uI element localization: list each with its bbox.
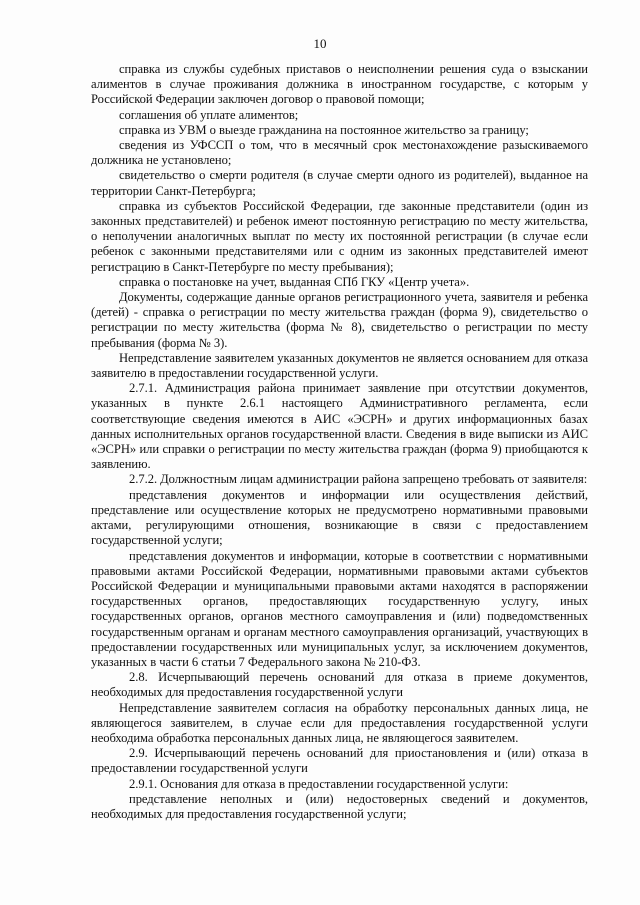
paragraph-prohibition-1: представления документов и информации или осуществления действий, представление или осуществление которых не предусмотрено нормативными правовыми актами, регулирующими отношения, возникающие в связи с предоставлением государственной услуги;: [91, 487, 588, 548]
paragraph-uvm-certificate: справка из УВМ о выезде гражданина на постоянное жительство за границу;: [119, 122, 529, 137]
paragraph-2-8: 2.8. Исчерпывающий перечень оснований для отказа в приеме документов, необходимых для предоставления государственной услуги: [91, 670, 588, 700]
paragraph-incomplete-info: представление неполных и (или) недостоверных сведений и документов, необходимых для предоставления государственной услуги;: [91, 791, 588, 821]
document-body: [91, 62, 588, 822]
page-number: 10: [313, 36, 327, 51]
paragraph-subject-certificate: справка из субъектов Российской Федерации, где законные представители (один из законных представителей) и ребенок имеют постоянную регистрацию по месту жительства, о неполучении аналогичных выплат по месту их постоянной регистрации (в случае если ребенок с законными представителями или с одним из законных представителей имеют регистрацию в Санкт-Петербурге по месту пребывания);: [91, 198, 588, 274]
paragraph-2-7-1: 2.7.1. Администрация района принимает заявление при отсутствии документов, указанных в пункте 2.6.1 настоящего Административного регламента, если соответствующие сведения имеются в АИС «ЭСРН» и других информационных базах данных исполнительных органов государственной власти. Сведения в виде выписки из АИС «ЭСРН» или справки о регистрации по месту жительства граждан (форма 9) приобщаются к заявлению.: [91, 381, 588, 472]
paragraph-registration-certificate: справка о постановке на учет, выданная СПб ГКУ «Центр учета».: [119, 274, 470, 289]
paragraph-2-9-1: 2.9.1. Основания для отказа в предоставлении государственной услуги:: [129, 776, 509, 791]
paragraph-consent: Непредставление заявителем согласия на обработку персональных данных лица, не являющегося заявителем, в случае если для предоставления государственной услуги необходима обработка персональных данных лица, не являющегося заявителем.: [91, 700, 588, 745]
paragraph-registration-documents: Документы, содержащие данные органов регистрационного учета, заявителя и ребенка (детей) - справка о регистрации по месту жительства граждан (форма 9), свидетельство о регистрации по месту жительства (форма № 8), свидетельство о регистрации по месту пребывания (форма № 3).: [91, 290, 588, 350]
paragraph-ufssp-info: сведения из УФССП о том, что в месячный срок местонахождение разыскиваемого должника не установлено;: [91, 138, 588, 168]
paragraph-prohibition-2: представления документов и информации, которые в соответствии с нормативными правовыми актами Российской Федерации, нормативными правовыми актами субъектов Российской Федерации и муниципальными правовыми актами находятся в распоряжении государственных органов, предоставляющих государственную услугу, иных государственных органов, органов местного самоуправления и (или) подведомственных государственным органам и органам местного самоуправления организаций, участвующих в предоставлении государственных или муниципальных услуг, за исключением документов, указанных в части 6 статьи 7 Федерального закона № 210-ФЗ.: [91, 548, 588, 669]
paragraph-2-7-2: 2.7.2. Должностным лицам администрации района запрещено требовать от заявителя:: [129, 472, 588, 487]
paragraph-2-9: 2.9. Исчерпывающий перечень оснований для приостановления и (или) отказа в предоставлении государственной услуги: [91, 746, 588, 776]
paragraph-death-certificate: свидетельство о смерти родителя (в случае смерти одного из родителей), выданное на территории Санкт-Петербурга;: [91, 168, 588, 198]
paragraph-alimony-agreement: соглашения об уплате алиментов;: [119, 107, 299, 122]
paragraph-non-submission: Непредставление заявителем указанных документов не является основанием для отказа заявителю в предоставлении государственной услуги.: [91, 350, 588, 381]
paragraph-bailiff-certificate: справка из службы судебных приставов о неисполнении решения суда о взыскании алиментов в случае проживания должника в иностранном государстве, с которым у Российской Федерации заключен договор о правовой помощи;: [91, 62, 588, 107]
